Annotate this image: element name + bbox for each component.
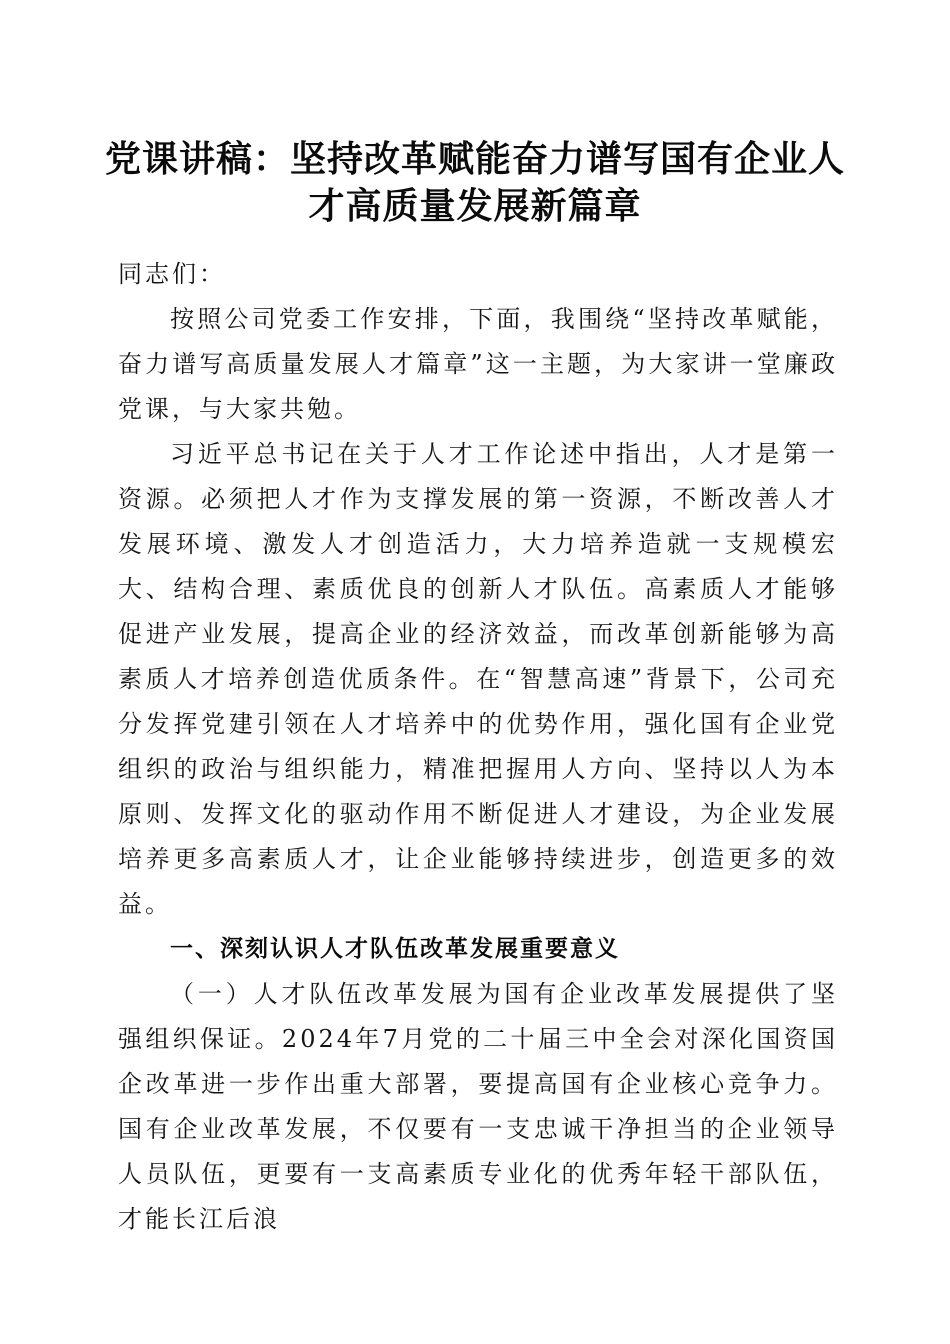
title-line-1: 党课讲稿：坚持改革赋能奋力谱写国有企业人 xyxy=(104,138,845,180)
document-body xyxy=(118,252,838,1242)
title-line-2: 才高质量发展新篇章 xyxy=(308,185,642,227)
paragraph-intro: 按照公司党委工作安排，下面，我围绕“坚持改革赋能，奋力谱写高质量发展人才篇章”这一主题，为大家讲一堂廉政党课，与大家共勉。 xyxy=(118,305,838,423)
paragraph-section-1-1 xyxy=(118,972,838,1242)
paragraph-xi-quote: 习近平总书记在关于人才工作论述中指出，人才是第一资源。必须把人才作为支撑发展的第一资源，不断改善人才发展环境、激发人才创造活力，大力培养造就一支规模宏大、结构合理、素质优良的创新人才队伍。高素质人才能够促进产业发展，提高企业的经济效益，而改革创新能够为高素质人才培养创造优质条件。在“智慧高速”背景下，公司充分发挥党建引领在人才培养中的优势作用，强化国有企业党组织的政治与组织能力，精准把握用人方向、坚持以人为本原则、发挥文化的驱动作用不断促进人才建设，为企业发展培养更多高素质人才，让企业能够持续进步，创造更多的效益。 xyxy=(118,440,838,918)
section-heading-1: 一、深刻认识人才队伍改革发展重要意义 xyxy=(170,936,620,962)
subsection-heading-1-1: （一）人才队伍改革发展为国有企业改革发展提供了坚强组织保证。 xyxy=(118,980,838,1053)
document-title xyxy=(100,136,850,230)
subsection-body-1-1: 2024年7月党的二十届三中全会对深化国资国企改革进一步作出重大部署，要提高国有企业核心竞争力。国有企业改革发展，不仅要有一支忠诚干净担当的企业领导人员队伍，更要有一支高素质专业化的优秀年轻干部队伍，才能长江后浪 xyxy=(118,1025,838,1233)
greeting: 同志们： xyxy=(118,260,226,288)
